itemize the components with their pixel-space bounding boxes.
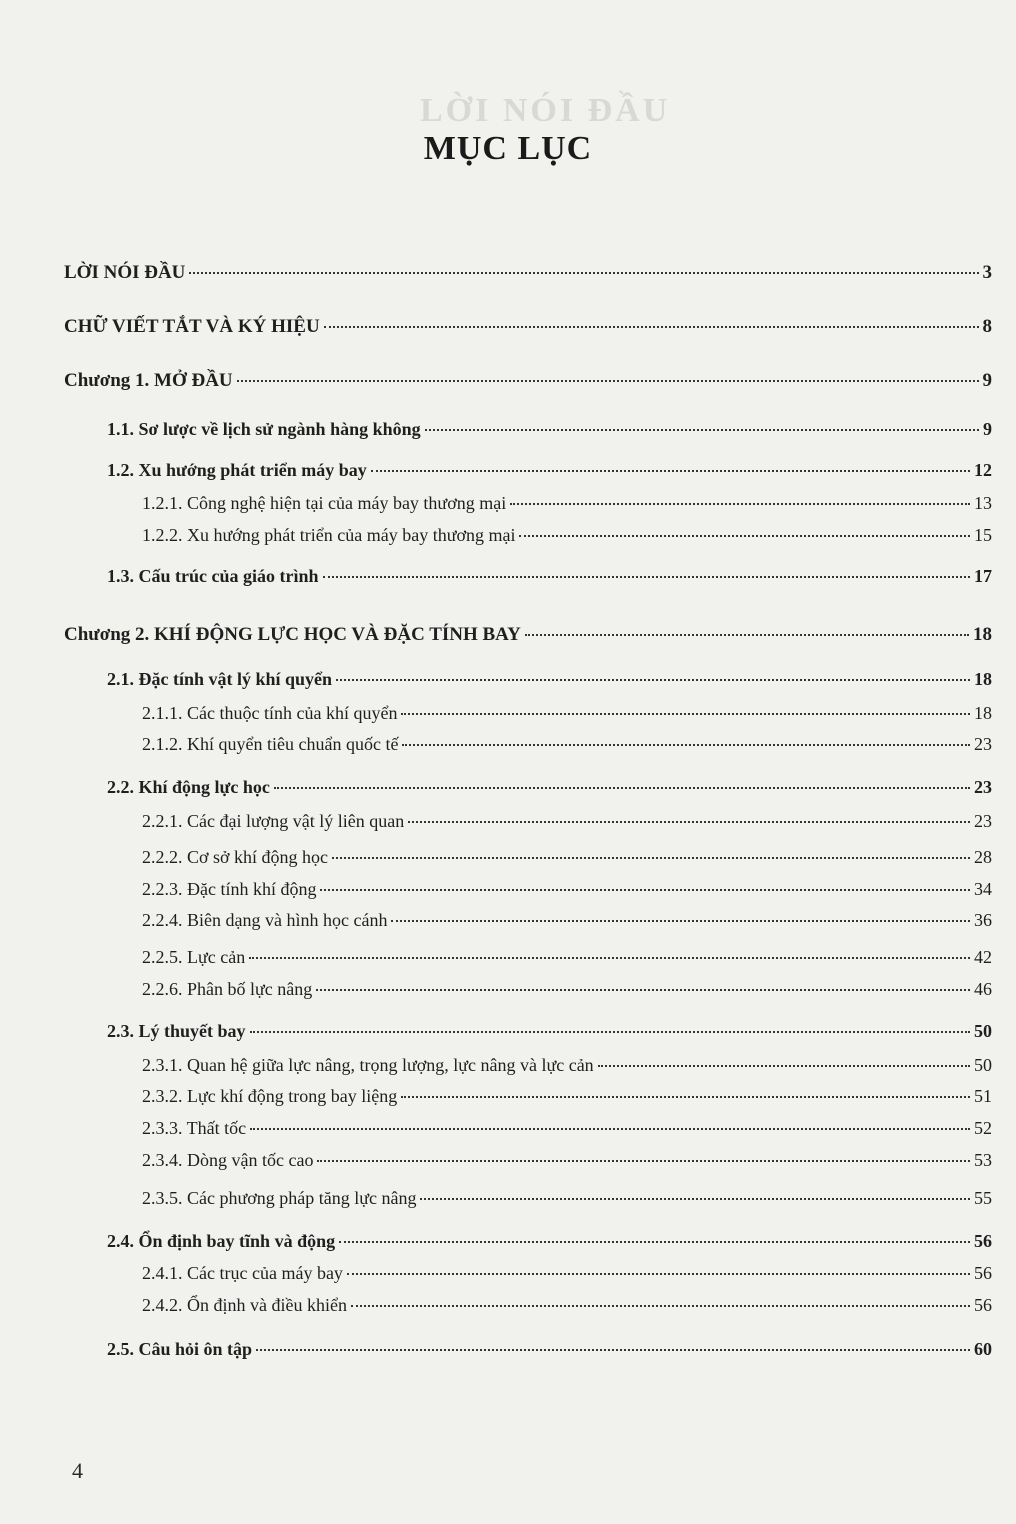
page-number: 4 [72,1458,83,1483]
toc-entry [142,1183,992,1213]
toc-entry-page: 18 [973,624,992,645]
dot-leader [408,821,970,823]
toc-entry-label: 2.3.2. Lực khí động trong bay liệng [142,1086,398,1106]
toc-entry-label: LỜI NÓI ĐẦU [64,262,186,283]
toc-entry-page: 13 [974,493,992,513]
toc-entry [107,772,992,802]
toc-entry-page: 18 [974,669,992,689]
toc-entry-label: 2.1. Đặc tính vật lý khí quyển [107,669,333,689]
dot-leader [420,1198,970,1200]
dot-leader [324,326,979,328]
toc-entry-page: 52 [974,1118,992,1138]
dot-leader [402,744,970,746]
toc-entry-label: 1.2. Xu hướng phát triển máy bay [107,460,367,480]
toc-entry [107,664,992,694]
toc-entry-page: 9 [982,370,992,391]
dot-leader [332,857,970,859]
bleed-through-heading: LỜI NÓI ĐẦU [420,92,671,129]
toc-entry-page: 42 [974,947,992,967]
dot-leader [189,272,978,274]
toc-entry [107,1016,992,1046]
toc-entry-label: 2.2.3. Đặc tính khí động [142,879,317,899]
toc-entry [64,258,992,288]
toc-entry-page: 15 [974,525,992,545]
toc-entry-page: 17 [974,566,992,586]
toc-entry-label: 2.3. Lý thuyết bay [107,1021,246,1041]
toc-entry-page: 46 [974,979,992,999]
dot-leader [250,1031,970,1033]
toc-entry-page: 55 [974,1188,992,1208]
toc-entry [142,1113,992,1143]
toc-entry [142,1145,992,1175]
toc-entry [142,698,992,728]
toc-entry-label: 2.4. Ổn định bay tĩnh và động [107,1231,336,1251]
toc-entry-page: 23 [974,734,992,754]
toc-entry-page: 34 [974,879,992,899]
toc-entry-label: 2.2.1. Các đại lượng vật lý liên quan [142,811,405,831]
toc-entry [107,414,992,444]
toc-entry [142,1081,992,1111]
toc-entry-page: 50 [974,1055,992,1075]
toc-entry [142,1290,992,1320]
toc-entry-label: Chương 2. KHÍ ĐỘNG LỰC HỌC VÀ ĐẶC TÍNH BAY [64,624,521,645]
toc-entry-label: 2.3.3. Thất tốc [142,1118,247,1138]
toc-entry-label: 1.2.1. Công nghệ hiện tại của máy bay thương mại [142,493,507,513]
toc-entry-page: 56 [974,1231,992,1251]
page-title: MỤC LỤC [423,130,593,167]
dot-leader [401,1096,970,1098]
toc-entry [142,1258,992,1288]
dot-leader [371,470,970,472]
toc-entry-page: 56 [974,1263,992,1283]
toc-entry [142,520,992,550]
dot-leader [351,1305,970,1307]
toc-entry-page: 56 [974,1295,992,1315]
toc-entry-page: 3 [982,262,992,283]
toc-entry [64,366,992,396]
toc-entry-page: 23 [974,811,992,831]
toc-entry [107,1334,992,1364]
dot-leader [250,1128,970,1130]
toc-entry [142,806,992,836]
toc-entry-label: 2.2.2. Cơ sở khí động học [142,847,329,867]
toc-entry-label: 2.2.6. Phân bố lực nâng [142,979,313,999]
toc-entry-page: 8 [982,316,992,337]
dot-leader [525,634,969,636]
toc-entry [107,1226,992,1256]
toc-entry-label: 2.1.1. Các thuộc tính của khí quyển [142,703,398,723]
toc-entry-label: 2.4.1. Các trục của máy bay [142,1263,343,1283]
dot-leader [249,957,970,959]
toc-entry [107,561,992,591]
dot-leader [237,380,979,382]
toc-entry-label: 2.5. Câu hỏi ôn tập [107,1339,253,1359]
toc-entry-label: CHỮ VIẾT TẮT VÀ KÝ HIỆU [64,316,320,337]
dot-leader [274,787,970,789]
toc-entry-page: 28 [974,847,992,867]
dot-leader [323,576,971,578]
toc-entry [64,620,992,650]
toc-entry [64,312,992,342]
toc-entry-label: 1.1. Sơ lược về lịch sử ngành hàng không [107,419,421,439]
toc-entry [142,729,992,759]
toc-entry-label: 2.2.4. Biên dạng và hình học cánh [142,910,388,930]
toc-entry [142,905,992,935]
toc-entry-label: 2.2.5. Lực cản [142,947,246,967]
toc-entry-page: 50 [974,1021,992,1041]
toc-entry-page: 36 [974,910,992,930]
dot-leader [336,679,970,681]
dot-leader [391,920,970,922]
toc-entry [142,974,992,1004]
dot-leader [347,1273,970,1275]
dot-leader [256,1349,970,1351]
toc-entry-page: 12 [974,460,992,480]
toc-entry-page: 23 [974,777,992,797]
toc-entry-label: 1.2.2. Xu hướng phát triển của máy bay thương mại [142,525,516,545]
dot-leader [317,1160,970,1162]
toc-entry-page: 53 [974,1150,992,1170]
toc-entry-label: 2.1.2. Khí quyển tiêu chuẩn quốc tế [142,734,399,754]
toc-entry-label: 2.3.1. Quan hệ giữa lực nâng, trọng lượng, lực nâng và lực cản [142,1055,594,1075]
toc-entry-label: Chương 1. MỞ ĐẦU [64,370,233,391]
toc-entry-page: 60 [974,1339,992,1359]
dot-leader [519,535,970,537]
toc-entry [142,1050,992,1080]
toc-entry-label: 2.3.4. Dòng vận tốc cao [142,1150,314,1170]
toc-entry [142,942,992,972]
dot-leader [339,1241,970,1243]
dot-leader [320,889,970,891]
toc-entry-label: 1.3. Cấu trúc của giáo trình [107,566,319,586]
toc-entry-page: 51 [974,1086,992,1106]
toc-entry-label: 2.2. Khí động lực học [107,777,270,797]
dot-leader [510,503,970,505]
toc-entry-label: 2.3.5. Các phương pháp tăng lực nâng [142,1188,417,1208]
toc-entry [142,874,992,904]
dot-leader [598,1065,970,1067]
toc-entry-page: 9 [983,419,992,439]
toc-entry-label: 2.4.2. Ổn định và điều khiển [142,1295,347,1315]
toc-entry-page: 18 [974,703,992,723]
dot-leader [401,713,970,715]
toc-entry [142,842,992,872]
toc-entry [107,455,992,485]
dot-leader [425,429,979,431]
dot-leader [316,989,970,991]
toc-entry [142,488,992,518]
